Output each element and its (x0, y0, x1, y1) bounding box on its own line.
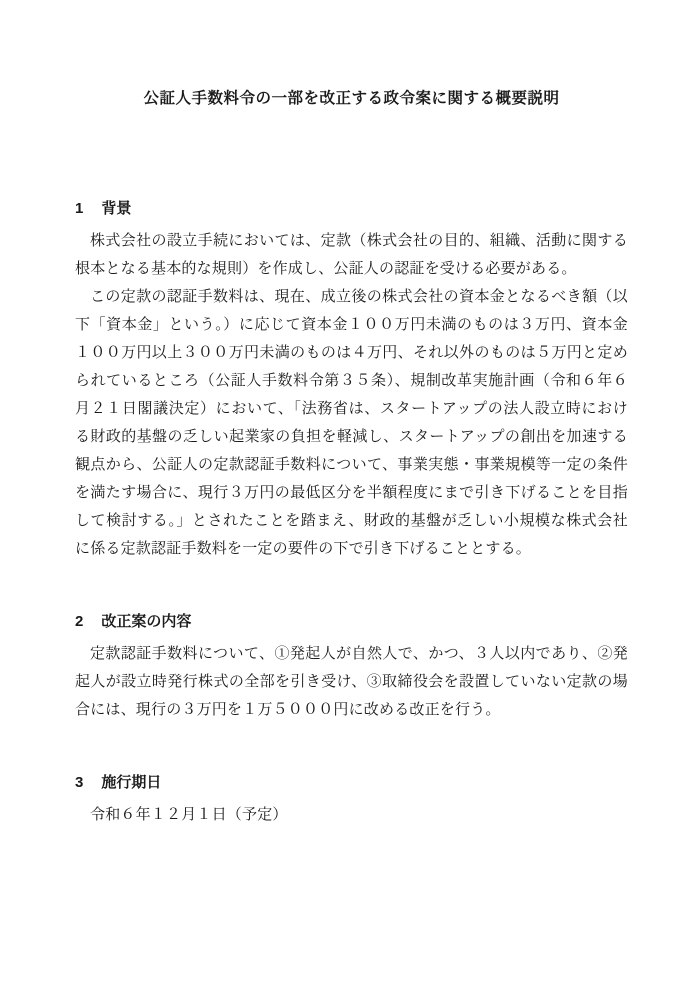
section-heading (75, 198, 628, 220)
section-amendment-details (75, 611, 628, 724)
section-heading (75, 611, 628, 633)
section-heading-text: 施行期日 (101, 774, 162, 791)
paragraph: この定款の認証手数料は、現在、成立後の株式会社の資本金となるべき額（以下「資本金」という。）に応じて資本金１００万円未満のものは３万円、資本金１００万円以上３００万円未満のものは４万円、それ以外のものは５万円と定められているところ（公証人手数料令第３５条）、規制改革実施計画（令和６年６月２１日閣議決定）において、「法務省は、スタートアップの法人設立時における財政的基盤の乏しい起業家の負担を軽減し、スタートアップの創出を加速する観点から、公証人の定款認証手数料について、事業実態・事業規模等一定の条件を満たす場合に、現行３万円の最低区分を半額程度にまで引き下げることを目指して検討する。」とされたことを踏まえ、財政的基盤が乏しい小規模な株式会社に係る定款認証手数料を一定の要件の下で引き下げることとする。 (75, 289, 628, 557)
paragraph: 定款認証手数料について、①発起人が自然人で、かつ、３人以内であり、②発起人が設立時発行株式の全部を引き受け、③取締役会を設置していない定款の場合には、現行の３万円を１万５０００円に改める改正を行う。 (75, 646, 628, 718)
section-heading-text: 改正案の内容 (101, 613, 192, 630)
section-heading (75, 772, 628, 794)
section-body (75, 801, 628, 829)
paragraph: 株式会社の設立手続においては、定款（株式会社の目的、組織、活動に関する根本となる基本的な規則）を作成し、公証人の認証を受ける必要がある。 (75, 233, 628, 277)
paragraph: 令和６年１２月１日（予定） (90, 807, 288, 823)
section-body (75, 640, 628, 724)
section-number: 2 (75, 613, 84, 630)
section-heading-text: 背景 (101, 200, 132, 217)
document-title: 公証人手数料令の一部を改正する政令案に関する概要説明 (143, 90, 560, 107)
section-background (75, 198, 628, 563)
section-number: 1 (75, 200, 84, 217)
section-effective-date (75, 772, 628, 829)
section-number: 3 (75, 774, 84, 791)
section-body (75, 227, 628, 563)
